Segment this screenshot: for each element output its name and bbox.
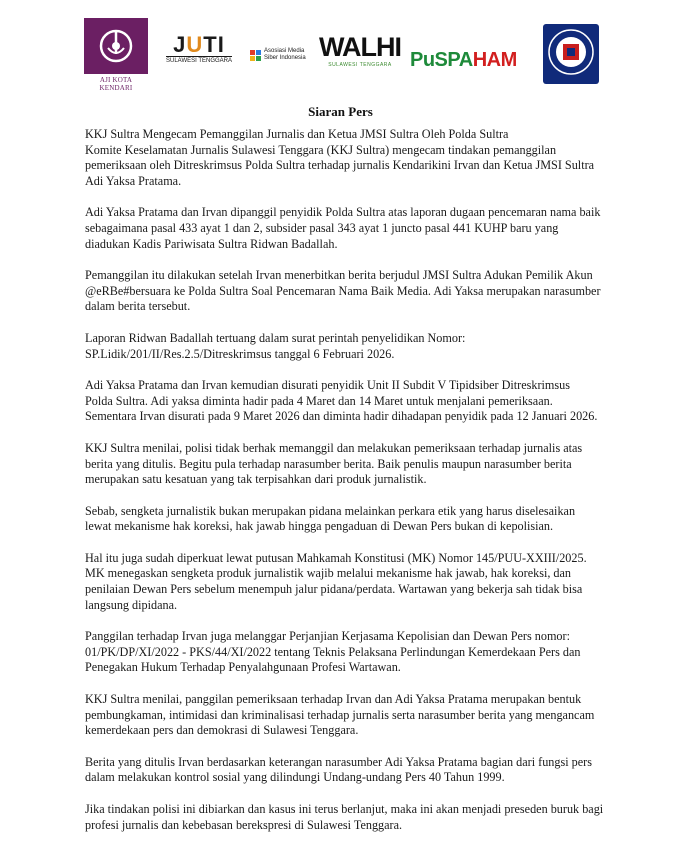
paragraph xyxy=(85,127,625,189)
paragraph xyxy=(85,692,625,739)
paragraph-line: Penegakan Hukum Terhadap Penyalahgunaan Profesi Wartawan. xyxy=(85,660,401,675)
paragraph-line: Komite Keselamatan Jurnalis Sulawesi Tenggara (KKJ Sultra) mengecam tindakan pemanggilan xyxy=(85,142,557,157)
paragraph-line: Adi Yaksa Pratama. xyxy=(85,173,182,188)
aji-logo-mark xyxy=(84,18,148,74)
paragraph xyxy=(85,441,625,488)
paragraph-line: Adi Yaksa Pratama dan Irvan kemudian disurati penyidik Unit II Subdit V Tipidsiber Ditreskrimsus xyxy=(85,378,570,393)
puspaham-logo xyxy=(410,48,540,78)
paragraph-line: diadukan Kadis Pariwisata Sultra Ridwan Badallah. xyxy=(85,236,338,251)
paragraph xyxy=(85,802,625,833)
amsi-text: Asosiasi Media Siber Indonesia xyxy=(264,48,306,61)
paragraph-line: MK menegaskan sengketa produk jurnalistik wajib melalui mekanisme hak jawab, hak koreksi, dan xyxy=(85,566,572,581)
paragraph xyxy=(85,205,625,252)
jti-logo xyxy=(166,34,232,74)
jti-caption: SULAWESI TENGGARA xyxy=(166,58,233,64)
paragraph-line: lewat mekanisme hak koreksi, hak jawab hingga pengaduan di Dewan Pers bukan di kepolisian. xyxy=(85,519,554,534)
paragraph-line: @eRBe#bersuara ke Polda Sultra Soal Pencemaran Nama Baik Media. Adi Yaksa merupakan narasumber xyxy=(85,283,601,298)
paragraph xyxy=(85,504,625,535)
paragraph-line: Pemanggilan itu dilakukan setelah Irvan menerbitkan berita berjudul JMSI Sultra Adukan Pemilik Akun xyxy=(85,268,593,283)
paragraph-line: Jika tindakan polisi ini dibiarkan dan kasus ini terus berlanjut, maka ini akan menjadi preseden buruk bagi xyxy=(85,802,604,816)
paragraph-line: 01/PK/DP/XI/2022 - PKS/44/XI/2022 tentang Teknis Pelaksana Perlindungan Kemerdekaan Pers dan xyxy=(85,644,581,659)
iain-emblem-icon xyxy=(543,24,599,84)
paragraph-line: kemerdekaan pers dan demokrasi di Sulawesi Tenggara. xyxy=(85,723,359,738)
paragraph-line: Polda Sultra. Adi yaksa diminta hadir pada 4 Maret dan 14 Maret untuk menjalani pemeriksaan. xyxy=(85,393,553,408)
paragraph-line: KKJ Sultra menilai, polisi tidak berhak memanggil dan melakukan pemeriksaan terhadap jurnalis atas xyxy=(85,440,583,455)
paragraph-line: pemeriksaan oleh Ditreskrimsus Polda Sultra terhadap jurnalis Kendarikini Irvan dan Ketua JMSI Sultra xyxy=(85,158,595,173)
paragraph-line: SP.Lidik/201/II/Res.2.5/Ditreskrimsus tanggal 6 Februari 2026. xyxy=(85,346,395,361)
amsi-logo xyxy=(250,46,316,74)
paragraph xyxy=(85,755,625,786)
paragraph-line: Adi Yaksa Pratama dan Irvan dipanggil penyidik Polda Sultra atas laporan dugaan pencemaran nama baik xyxy=(85,205,601,220)
paragraph-line: sebagaimana pasal 433 ayat 1 dan 2, subsider pasal 343 ayat 1 juncto pasal 441 KUHP baru yang xyxy=(85,220,559,235)
paragraph-line: KKJ Sultra Mengecam Pemanggilan Jurnalis dan Ketua JMSI Sultra Oleh Polda Sultra xyxy=(85,127,509,141)
paragraph xyxy=(85,629,625,676)
walhi-wordmark: WALHI xyxy=(319,32,401,62)
paragraph-line: penilaian Dewan Pers sebelum menempuh jalur pidana/perdata. Wartawan yang bekerja sah tidak bisa xyxy=(85,582,583,597)
paragraph-line: profesi jurnalis dan kebebasan berekspresi di Sulawesi Tenggara. xyxy=(85,817,403,832)
paragraph-line: dalam berita tersebut. xyxy=(85,299,191,314)
aji-kendari-logo xyxy=(84,18,148,90)
paragraph-line: merupakan satu kesatuan yang tak terpisahkan dari produk jurnalistik. xyxy=(85,472,427,487)
paragraph-line: Sebab, sengketa jurnalistik bukan merupakan pidana melainkan perkara etik yang harus diselesaikan xyxy=(85,503,576,518)
aji-emblem-icon xyxy=(94,24,138,68)
paragraph-line: Sementara Irvan disurati pada 9 Maret 2026 dan diminta hadir dihadapan penyidik pada 12 Januari 2026. xyxy=(85,409,598,424)
paragraph-line: pembungkaman, intimidasi dan kriminalisasi terhadap jurnalis serta narasumber berita yang mengancam xyxy=(85,707,595,722)
paragraph-line: berita yang ditulis. Begitu pula terhadap narasumber berita. Baik penulis maupun narasumber berita xyxy=(85,456,572,471)
amsi-mark-icon xyxy=(250,50,262,62)
paragraph-line: Laporan Ridwan Badallah tertuang dalam surat perintah penyelidikan Nomor: xyxy=(85,330,466,345)
iain-kendari-logo xyxy=(543,24,599,84)
paragraph-line: langsung dipidana. xyxy=(85,597,178,612)
paragraph xyxy=(85,268,625,315)
document-body xyxy=(85,127,625,849)
puspaham-wordmark: PuSPAHAM xyxy=(410,49,517,71)
walhi-logo xyxy=(318,32,402,84)
jti-wordmark: JUTI xyxy=(173,32,225,57)
paragraph-line: dalam melakukan kontrol sosial yang dilindungi Undang-undang Pers 40 Tahun 1999. xyxy=(85,770,505,785)
paragraph-line: Panggilan terhadap Irvan juga melanggar Perjanjian Kerjasama Kepolisian dan Dewan Pers nomor: xyxy=(85,629,570,644)
paragraph-line: KKJ Sultra menilai, panggilan pemeriksaan terhadap Irvan dan Adi Yaksa Pratama merupakan bentuk xyxy=(85,692,582,707)
logo-strip xyxy=(0,0,681,95)
walhi-caption: SULAWESI TENGGARA xyxy=(328,62,392,68)
paragraph-line: Berita yang ditulis Irvan berdasarkan keterangan narasumber Adi Yaksa Pratama bagian dari fungsi pers xyxy=(85,754,592,769)
paragraph xyxy=(85,331,625,362)
paragraph xyxy=(85,378,625,425)
document-title: Siaran Pers xyxy=(308,104,373,119)
aji-caption: AJI KOTA KENDARI xyxy=(99,76,133,92)
paragraph-line: Hal itu juga sudah diperkuat lewat putusan Mahkamah Konstitusi (MK) Nomor 145/PUU-XXIII/2025. xyxy=(85,550,587,565)
paragraph xyxy=(85,551,625,613)
